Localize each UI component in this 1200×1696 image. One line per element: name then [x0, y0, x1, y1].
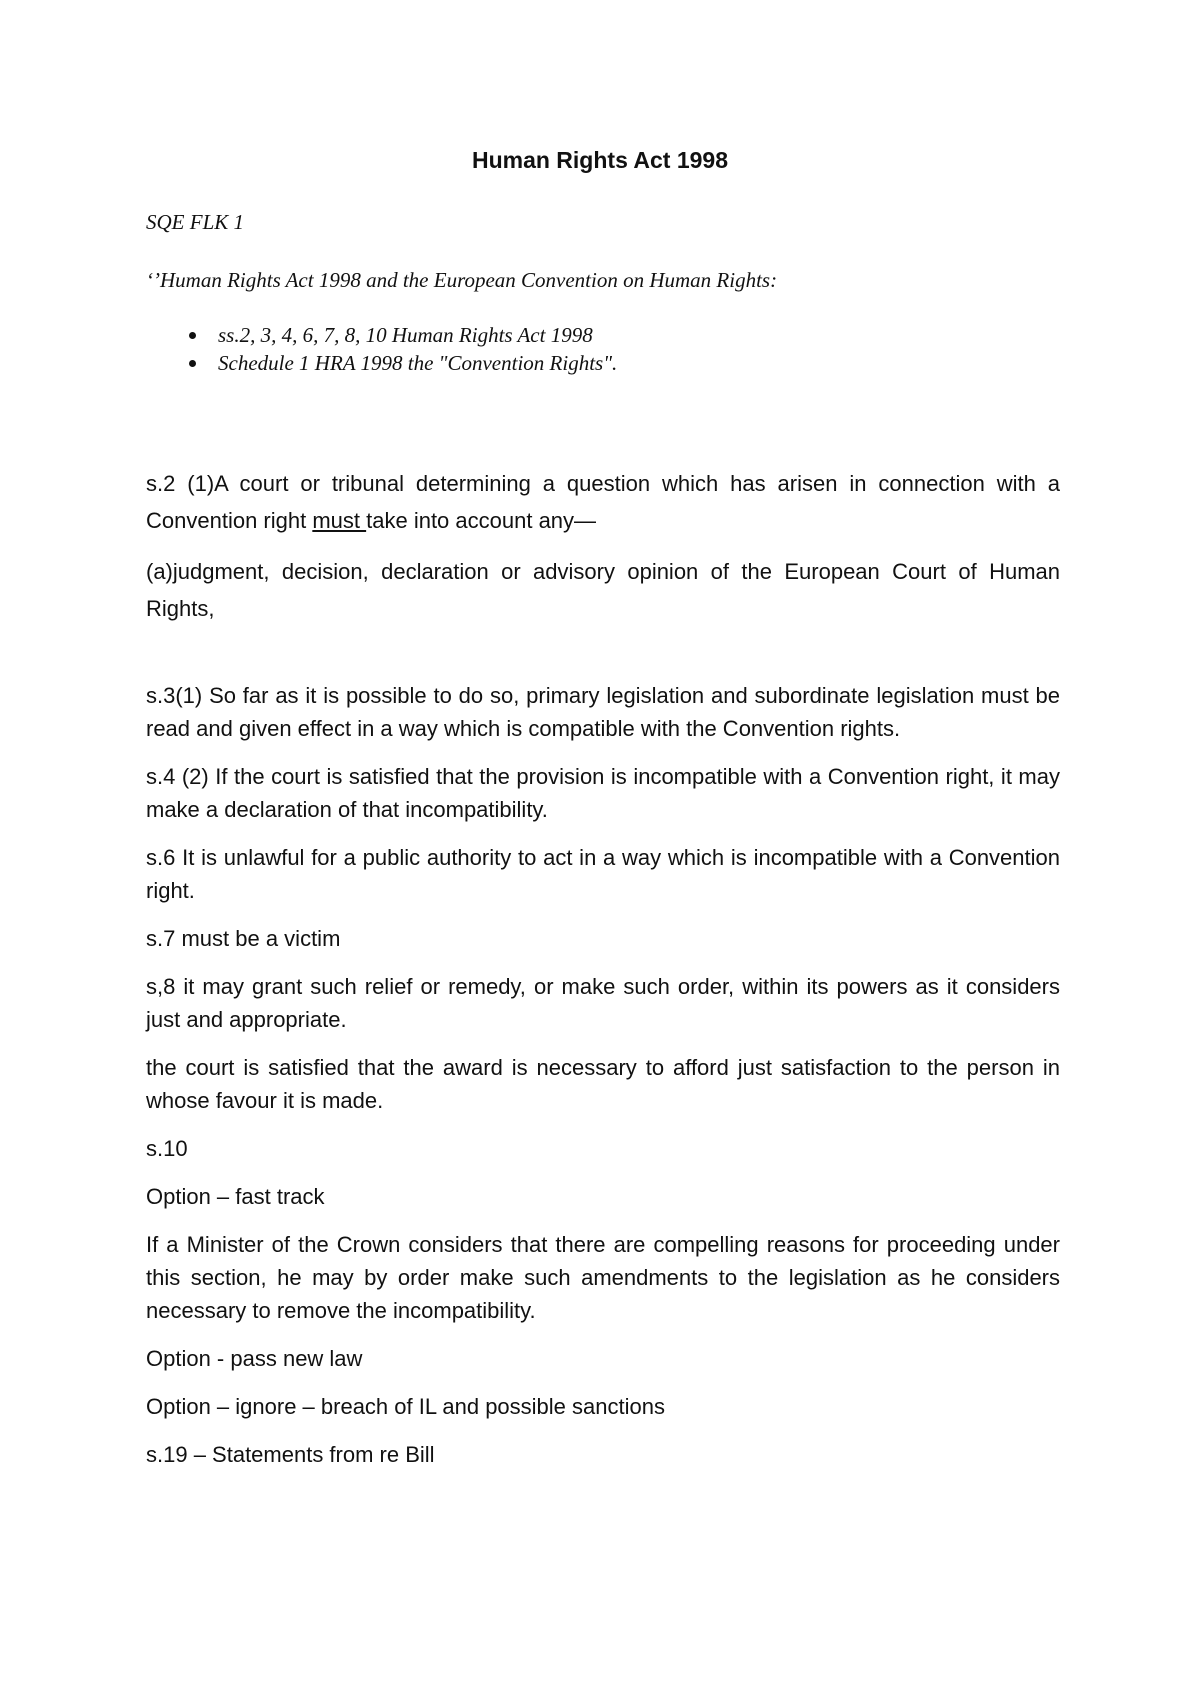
option-new-law: Option - pass new law: [146, 1346, 363, 1371]
bullet-list: [146, 321, 617, 377]
bullet-icon: [189, 360, 196, 367]
bullet-icon: [189, 332, 196, 339]
minister-paragraph: If a Minister of the Crown considers that there are compelling reasons for proceeding under this section, he may by order make such amendments to the legislation as he considers necessary to remove the incompatibility.: [146, 1232, 1060, 1323]
section-2-paragraph: [146, 465, 1060, 539]
bullet-text: ss.2, 3, 4, 6, 7, 8, 10 Human Rights Act 1998: [218, 323, 593, 347]
option-ignore: Option – ignore – breach of IL and possible sanctions: [146, 1394, 665, 1419]
list-item: [146, 349, 617, 377]
section-2a-paragraph: (a)judgment, decision, declaration or advisory opinion of the European Court of Human Rights,: [146, 559, 1060, 621]
section-3-paragraph: s.3(1) So far as it is possible to do so, primary legislation and subordinate legislation must be read and given effect in a way which is compatible with the Convention rights.: [146, 683, 1060, 741]
section-8-award-paragraph: the court is satisfied that the award is necessary to afford just satisfaction to the person in whose favour it is made.: [146, 1055, 1060, 1113]
document-subtitle: SQE FLK 1: [146, 210, 245, 234]
section-19-paragraph: s.19 – Statements from re Bill: [146, 1442, 435, 1467]
section-6-paragraph: s.6 It is unlawful for a public authority to act in a way which is incompatible with a Convention right.: [146, 845, 1060, 903]
section-7-paragraph: s.7 must be a victim: [146, 926, 341, 951]
document-title: Human Rights Act 1998: [471, 147, 729, 173]
section-8-paragraph: s,8 it may grant such relief or remedy, or make such order, within its powers as it considers just and appropriate.: [146, 974, 1060, 1032]
intro-line: ‘’Human Rights Act 1998 and the European Convention on Human Rights:: [146, 268, 778, 292]
section-2-text-end: take into account any—: [366, 508, 597, 533]
section-10-heading: s.10: [146, 1136, 188, 1161]
section-4-paragraph: s.4 (2) If the court is satisfied that the provision is incompatible with a Convention right, it may make a declaration of that incompatibility.: [146, 764, 1060, 822]
list-item: [146, 321, 617, 349]
section-2-underlined: must: [312, 508, 367, 533]
section-2-text: s.2 (1)A court or tribunal determining a question which has arisen in connection with a Convention right: [146, 471, 1060, 533]
option-fast-track: Option – fast track: [146, 1184, 325, 1209]
bullet-text: Schedule 1 HRA 1998 the "Convention Rights".: [218, 351, 618, 375]
